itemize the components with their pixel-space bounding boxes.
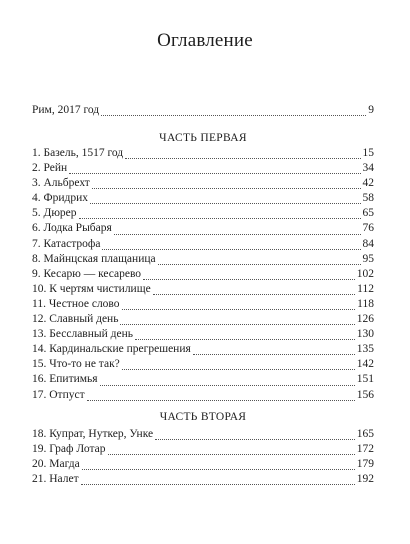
toc-entry bbox=[32, 459, 374, 474]
toc-entry bbox=[32, 429, 374, 444]
toc-entry bbox=[32, 359, 374, 374]
toc-entry-label: 11. Честное слово bbox=[32, 297, 120, 310]
toc-entry bbox=[32, 254, 374, 269]
toc-entry-label: 7. Катастрофа bbox=[32, 237, 101, 250]
toc-entry-page: 126 bbox=[356, 313, 374, 326]
dot-leader bbox=[69, 172, 360, 174]
toc-entry bbox=[32, 344, 374, 359]
dot-leader bbox=[153, 293, 355, 295]
dot-leader bbox=[143, 278, 355, 280]
toc-entry-label: 15. Что-то не так? bbox=[32, 358, 120, 371]
toc-entry-page: 179 bbox=[356, 458, 374, 471]
toc-entry bbox=[32, 163, 374, 178]
toc-entry-page: 165 bbox=[356, 428, 374, 440]
toc-entry-page: 9 bbox=[368, 104, 374, 116]
toc-entry-page: 142 bbox=[356, 358, 374, 371]
dot-leader bbox=[122, 368, 355, 370]
toc-entry-page: 192 bbox=[356, 473, 374, 486]
toc-entry-label: 19. Граф Лотар bbox=[32, 443, 106, 456]
dot-leader bbox=[135, 338, 355, 340]
toc-entry-label: 13. Бесславный день bbox=[32, 328, 133, 341]
toc-entry-page: 102 bbox=[356, 267, 374, 280]
toc-entry-page: 76 bbox=[362, 222, 374, 235]
toc-entry-label: 10. К чертям чистилище bbox=[32, 282, 151, 295]
toc-entry-page: 84 bbox=[362, 237, 374, 250]
toc-entry-page: 112 bbox=[357, 282, 374, 295]
toc-entry-label: 16. Епитимья bbox=[32, 373, 98, 386]
toc-entry bbox=[32, 178, 374, 193]
toc-entry-page: 130 bbox=[356, 328, 374, 341]
dot-leader bbox=[79, 217, 361, 219]
toc-entry-prologue bbox=[32, 105, 374, 120]
dot-leader bbox=[193, 353, 355, 355]
toc-entry-label: 14. Кардинальские прегрешения bbox=[32, 343, 191, 356]
toc-entry-page: 58 bbox=[362, 192, 374, 205]
toc-entry-label: 5. Дюрер bbox=[32, 207, 77, 220]
part-2-heading: ЧАСТЬ ВТОРАЯ bbox=[159, 411, 247, 423]
toc-entry-page: 15 bbox=[362, 147, 374, 159]
toc-entry bbox=[32, 223, 374, 238]
toc-entry-page: 151 bbox=[356, 373, 374, 386]
toc-entry-page: 65 bbox=[362, 207, 374, 220]
toc-entry-page: 156 bbox=[356, 388, 374, 401]
toc-entry-label: 12. Славный день bbox=[32, 313, 119, 326]
toc-entry-label: 8. Майнцская плащаница bbox=[32, 252, 156, 265]
toc-entry-label: 20. Магда bbox=[32, 458, 80, 471]
toc-entry-page: 135 bbox=[356, 343, 374, 356]
part-1-heading: ЧАСТЬ ПЕРВАЯ bbox=[159, 132, 247, 144]
toc-entry-label: 6. Лодка Рыбаря bbox=[32, 222, 112, 235]
toc-entry-label: 3. Альбрехт bbox=[32, 177, 90, 190]
toc-entry-page: 95 bbox=[362, 252, 374, 265]
toc-entry bbox=[32, 444, 374, 459]
toc-entry-label: 17. Отпуст bbox=[32, 388, 85, 401]
toc-entry-page: 172 bbox=[356, 443, 374, 456]
dot-leader bbox=[108, 453, 355, 455]
toc-entry bbox=[32, 314, 374, 329]
toc-entry bbox=[32, 329, 374, 344]
toc-entry-page: 42 bbox=[362, 177, 374, 190]
toc-entry-label: 18. Купрат, Нуткер, Унке bbox=[32, 428, 154, 440]
dot-leader bbox=[100, 384, 355, 386]
toc-entry bbox=[32, 390, 374, 405]
part-2-heading-row bbox=[32, 411, 374, 423]
dot-leader bbox=[120, 323, 354, 325]
dot-leader bbox=[102, 248, 360, 250]
dot-leader bbox=[82, 468, 355, 470]
dot-leader bbox=[158, 263, 361, 265]
dot-leader bbox=[122, 308, 356, 310]
toc-entry bbox=[32, 474, 374, 489]
toc-entry bbox=[32, 148, 374, 163]
dot-leader bbox=[87, 399, 355, 401]
part-1-list bbox=[32, 148, 374, 405]
toc-entry bbox=[32, 239, 374, 254]
toc-entry-label: 1. Базель, 1517 год bbox=[32, 147, 124, 159]
dot-leader bbox=[114, 233, 361, 235]
toc-entry bbox=[32, 299, 374, 314]
toc-entry bbox=[32, 284, 374, 299]
toc-entry bbox=[32, 193, 374, 208]
part-2-list bbox=[32, 429, 374, 489]
dot-leader bbox=[101, 114, 366, 116]
toc-entry-label: Рим, 2017 год bbox=[32, 104, 100, 116]
dot-leader bbox=[81, 483, 355, 485]
toc-entry bbox=[32, 208, 374, 223]
dot-leader bbox=[125, 157, 360, 159]
dot-leader bbox=[90, 202, 361, 204]
prologue-section bbox=[32, 105, 374, 120]
toc-entry-label: 9. Кесарю — кесарево bbox=[32, 267, 142, 280]
dot-leader bbox=[155, 438, 355, 440]
toc-entry-label: 4. Фридрих bbox=[32, 192, 88, 205]
page-title: Оглавление bbox=[157, 30, 253, 51]
part-1-heading-row bbox=[32, 132, 374, 144]
toc-entry-page: 118 bbox=[357, 297, 374, 310]
dot-leader bbox=[92, 187, 361, 189]
toc-entry bbox=[32, 374, 374, 389]
toc-entry-label: 21. Налет bbox=[32, 473, 79, 486]
toc-entry-label: 2. Рейн bbox=[32, 162, 68, 175]
toc-entry bbox=[32, 269, 374, 284]
toc-entry-page: 34 bbox=[362, 162, 374, 175]
